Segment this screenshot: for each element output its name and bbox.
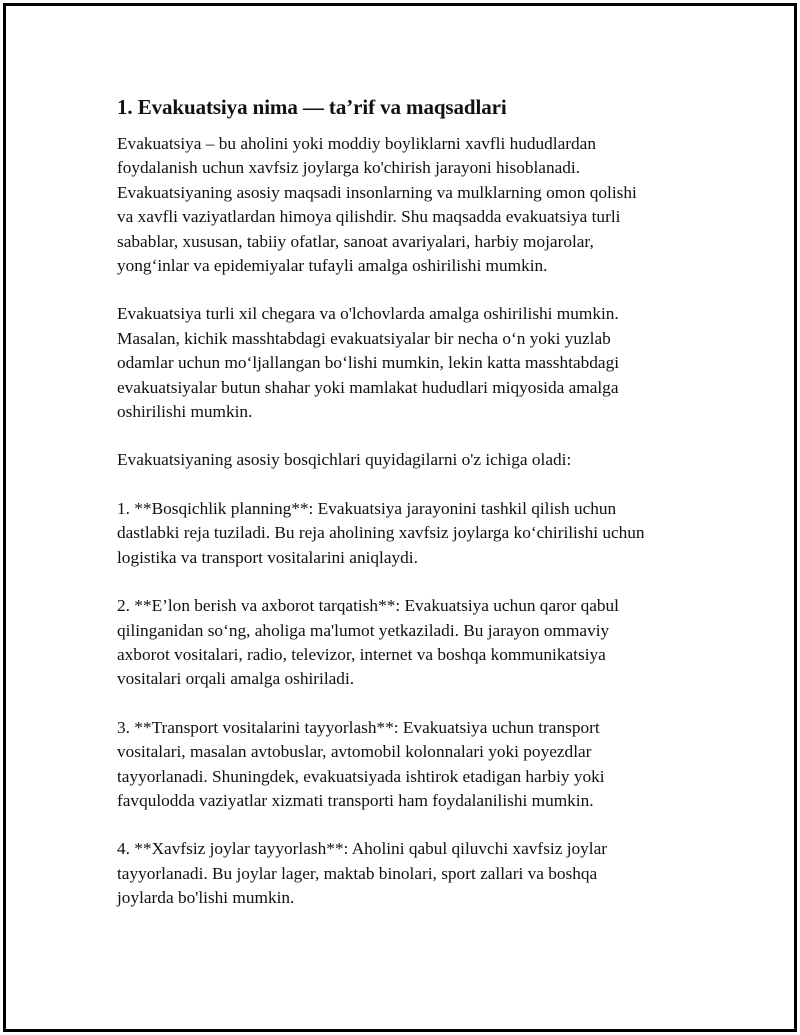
- paragraph-definition: Evakuatsiya – bu aholini yoki moddiy boyliklarni xavfli hududlardan foydalanish uchun xavfsiz joylarga ko'chirish jarayoni hisoblanadi. Evakuatsiyaning asosiy maqsadi insonlarning va mulklarning omon qolishi va xavfli vaziyatlardan himoya qilishdir. Shu maqsadda evakuatsiya turli sabablar, xususan, tabiiy ofatlar, sanoat avariyalari, harbiy mojarolar, yong‘inlar va epidemiyalar tufayli amalga oshirilishi mumkin.: [117, 134, 637, 276]
- list-item-announcement: 2. **E’lon berish va axborot tarqatish**: Evakuatsiya uchun qaror qabul qilinganidan so‘ng, aholiga ma'lumot yetkaziladi. Bu jarayon ommaviy axborot vositalari, radio, televizor, internet va boshqa kommunikatsiya vositalari orqali amalga oshiriladi.: [117, 596, 619, 689]
- paragraph-stages-intro: Evakuatsiyaning asosiy bosqichlari quyidagilarni o'z ichiga oladi:: [117, 450, 572, 470]
- list-item-safe-places: 4. **Xavfsiz joylar tayyorlash**: Aholini qabul qiluvchi xavfsiz joylar tayyorlanadi. Bu joylar lager, maktab binolari, sport zallari va boshqa joylarda bo'lishi mumkin.: [117, 839, 608, 908]
- list-item-transport: 3. **Transport vositalarini tayyorlash**: Evakuatsiya uchun transport vositalari, masalan avtobuslar, avtomobil kolonnalari yoki poyezdlar tayyorlanadi. Shuningdek, evakuatsiyada ishtirok etadigan harbiy yoki favqulodda vaziyatlar xizmati transporti ham foydalanilishi mumkin.: [117, 717, 605, 810]
- section-heading: 1. Evakuatsiya nima — ta’rif va maqsadlari: [117, 95, 507, 119]
- paragraph-scale: Evakuatsiya turli xil chegara va o'lchovlarda amalga oshirilishi mumkin. Masalan, kichik masshtabdagi evakuatsiyalar bir necha o‘n yoki yuzlab odamlar uchun mo‘ljallangan bo‘lishi mumkin, lekin katta masshtabdagi evakuatsiyalar butun shahar yoki mamlakat hududlari miqyosida amalga oshirilishi mumkin.: [117, 304, 620, 422]
- document-body: [117, 92, 692, 911]
- list-item-planning: 1. **Bosqichlik planning**: Evakuatsiya jarayonini tashkil qilish uchun dastlabki reja tuziladi. Bu reja aholining xavfsiz joylarga ko‘chirilishi uchun logistika va transport vositalarini aniqlaydi.: [117, 498, 645, 567]
